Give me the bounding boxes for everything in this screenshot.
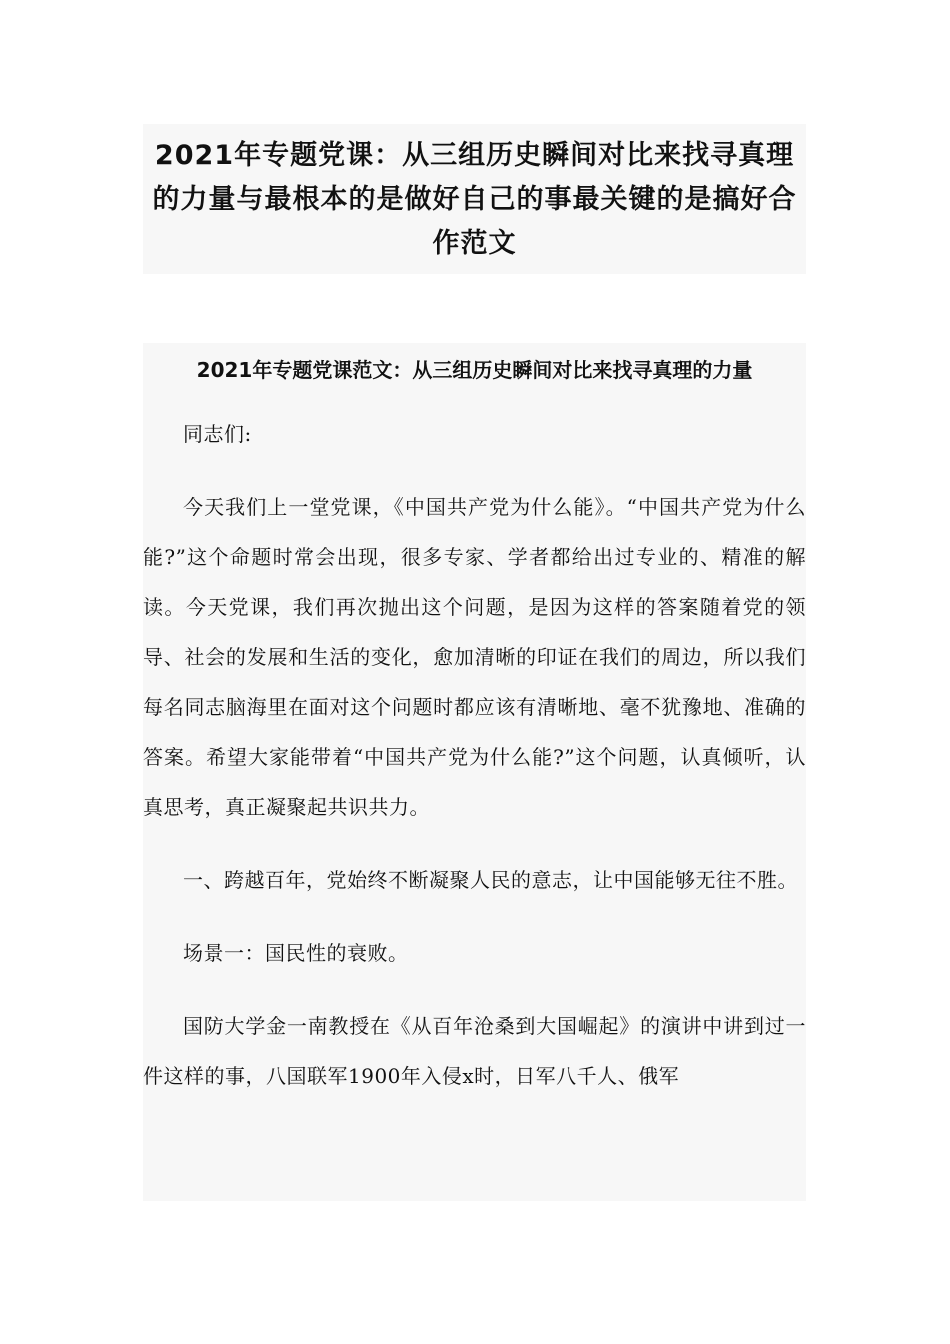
scene-body-paragraph: 国防大学金一南教授在《从百年沧桑到大国崛起》的演讲中讲到过一件这样的事，八国联军1900年入侵x时，日军八千人、俄军 bbox=[143, 1014, 806, 1088]
intro-paragraph: 今天我们上一堂党课，《中国共产党为什么能》。“中国共产党为什么能?”这个命题时常会出现，很多专家、学者都给出过专业的、精准的解读。今天党课，我们再次抛出这个问题，是因为这样的答案随着党的领导、社会的发展和生活的变化，愈加清晰的印证在我们的周边，所以我们每名同志脑海里在面对这个问题时都应该有清晰地、毫不犹豫地、准确的答案。希望大家能带着“中国共产党为什么能?”这个问题，认真倾听，认真思考，真正凝聚起共识共力。 bbox=[143, 495, 806, 819]
document-title: 2021年专题党课：从三组历史瞬间对比来找寻真理的力量与最根本的是做好自己的事最关键的是搞好合作范文 bbox=[152, 140, 797, 259]
section-heading-paragraph: 一、跨越百年，党始终不断凝聚人民的意志，让中国能够无往不胜。 bbox=[183, 868, 798, 892]
document-title-block bbox=[143, 124, 806, 274]
section-subtitle: 2021年专题党课范文：从三组历史瞬间对比来找寻真理的力量 bbox=[196, 358, 753, 382]
scene-heading-paragraph: 场景一：国民性的衰败。 bbox=[183, 941, 409, 965]
document-body bbox=[143, 343, 806, 1201]
salutation-paragraph: 同志们: bbox=[183, 422, 252, 446]
